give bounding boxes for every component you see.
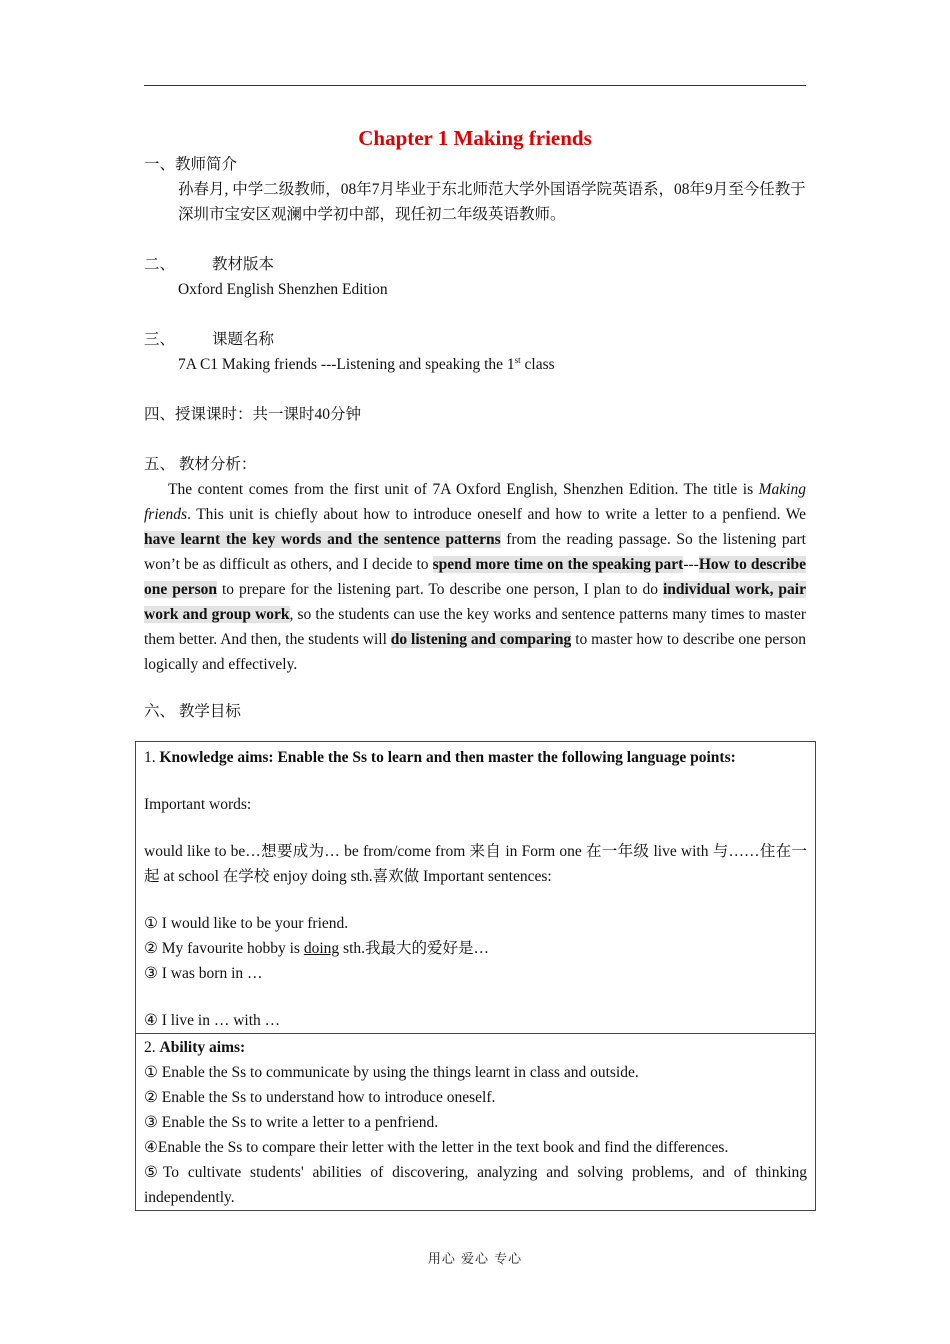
sentence-item: ④ I live in … with … (144, 1012, 281, 1029)
important-words-label: Important words: (144, 796, 252, 813)
sentence-item: ② My favourite hobby is doing sth.我最大的爱好是… (144, 940, 489, 957)
section-heading (144, 252, 806, 277)
section-heading: 一、教师简介 (144, 156, 238, 173)
highlight: How to describe one person (144, 556, 807, 598)
sentence-item: ① I would like to be your friend. (144, 915, 349, 932)
header-rule (144, 85, 806, 86)
ability-item: ④Enable the Ss to compare their letter with the letter in the text book and find the differences. (144, 1139, 729, 1156)
highlight: do listening and comparing (390, 631, 572, 648)
section-teaching-aims (144, 699, 806, 724)
ordinal-suffix: st (514, 354, 521, 365)
highlight: individual work, pair work and group work (144, 581, 806, 623)
ability-item: ② Enable the Ss to understand how to introduce oneself. (144, 1089, 496, 1106)
important-words-list: would like to be…想要成为… be from/come from 来自 in Form one 在一年级 live with 与……住在一起 at school 在学校 enjoy doing sth.喜欢做 Important sentences: (144, 843, 807, 885)
document-body (144, 124, 806, 724)
page-footer: 用心 爱心 专心 (427, 1252, 523, 1267)
sentence-item: ③ I was born in … (144, 965, 263, 982)
section-heading: 四、授课课时：共一课时40分钟 (144, 406, 362, 423)
aims-table (135, 741, 816, 1211)
section-heading: 六、 教学目标 (144, 703, 241, 720)
section-textbook-edition (144, 252, 806, 302)
highlight: spend more time on the speaking part (432, 556, 684, 573)
section-heading: 五、 教材分析： (144, 456, 257, 473)
ability-item: ⑤To cultivate students' abilities of discovering, analyzing and solving problems, and of thinking independently. (144, 1164, 807, 1206)
section-material-analysis (144, 452, 806, 677)
ability-aims-cell: 2. Ability aims: ① Enable the Ss to communicate by using the things learnt in class and outside. ② Enable the Ss to understand how to introduce oneself. ③ Enable the Ss to write a letter to a penfriend. ④Enable the Ss to compare their letter with the letter in the text book and find the differences. ⑤To cultivate students' abilities of discovering, analyzing and solving problems, and of thinking independently. (136, 1034, 816, 1211)
section-lesson-title (144, 327, 806, 377)
table-row (136, 1034, 816, 1211)
section-class-hours (144, 402, 806, 427)
section-heading-text: 课题名称 (212, 331, 275, 348)
section-number: 二、 (144, 256, 176, 273)
ability-item: ① Enable the Ss to communicate by using the things learnt in class and outside. (144, 1064, 639, 1081)
section-text: 7A C1 Making friends ---Listening and speaking the 1st class (178, 354, 555, 373)
section-number: 三、 (144, 331, 176, 348)
analysis-paragraph: The content comes from the first unit of 7A Oxford English, Shenzhen Edition. The title is Making friends. This unit is chiefly about how to introduce oneself and how to write a letter to a penfiend. We have learnt the key words and the sentence patterns from the reading passage. So the listening part won’t be as difficult as others, and I decide to spend more time on the speaking part---How to describe one person to prepare for the listening part. To describe one person, I plan to do individual work, pair work and group work, so the students can use the key works and sentence patterns many times to master them better. And then, the students will do listening and comparing to master how to describe one person logically and effectively. (144, 481, 807, 673)
document-title: Chapter 1 Making friends (358, 126, 592, 150)
ability-aims-title: Ability aims: (159, 1039, 246, 1056)
section-teacher-intro (144, 152, 806, 227)
knowledge-aims-cell: 1. Knowledge aims: Enable the Ss to learn and then master the following language points: Important words: would like to be…想要成为… be from/come from 来自 in Form one 在一年级 live with 与……住在一起 at school 在学校 enjoy doing sth.喜欢做 Important sentences: ① I would like to be your friend. ② My favourite hobby is doing sth.我最大的爱好是… ③ I was born in … ④ I live in … with … (136, 742, 816, 1034)
highlight: have learnt the key words and the sentence patterns (144, 531, 501, 548)
ability-item: ③ Enable the Ss to write a letter to a penfriend. (144, 1114, 439, 1131)
italic-title: Making friends (144, 481, 806, 523)
section-heading (144, 327, 806, 352)
table-row (136, 742, 816, 1034)
section-heading-text: 教材版本 (212, 256, 275, 273)
knowledge-aims-title: Knowledge aims: Enable the Ss to learn and then master the following language points: (159, 749, 736, 766)
section-text: 孙春月, 中学二级教师，08年7月毕业于东北师范大学外国语学院英语系，08年9月至今任教于深圳市宝安区观澜中学初中部，现任初二年级英语教师。 (178, 181, 806, 223)
section-text: Oxford English Shenzhen Edition (178, 281, 388, 298)
